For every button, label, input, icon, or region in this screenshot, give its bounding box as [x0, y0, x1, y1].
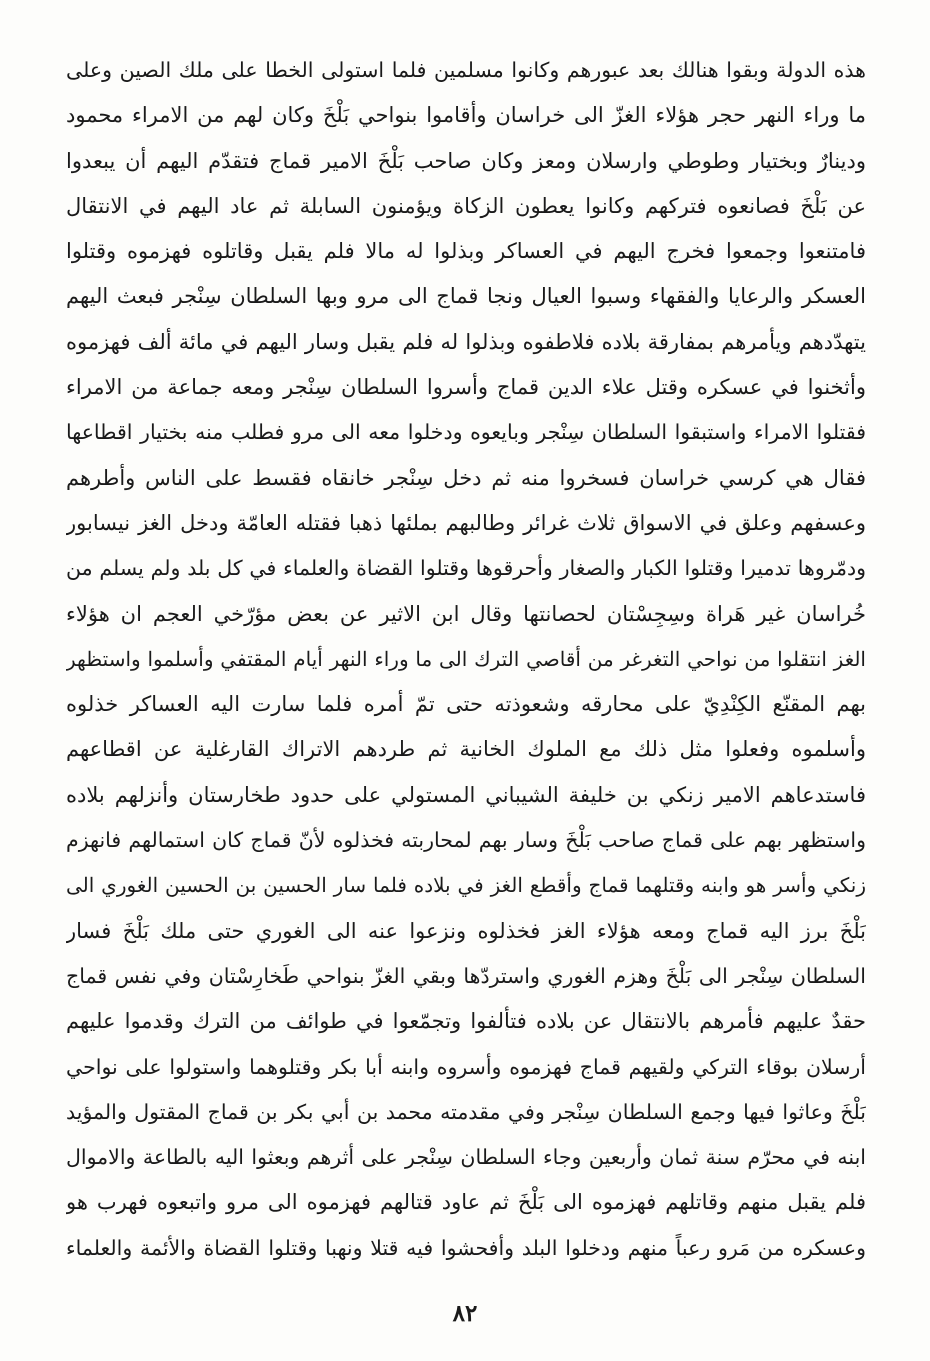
text-line: فاستدعاهم الامير زنكي بن خليفة الشيباني المستولي على حدود طخارستان وأنزلهم بلاده	[66, 782, 866, 807]
text-line: ابنه في محرّم سنة ثمان وأربعين وجاء السلطان سِنْجر على أثرهم وبعثوا اليه بالطاعة والاموال	[66, 1145, 866, 1170]
text-line: فلم يقبل منهم وقاتلهم فهزموه الى بَلْخَ ثم عاود قتالهم فهزموه الى مرو واتبعوه فهرب هو	[66, 1190, 866, 1215]
text-line: ودينارٌ وبختيار وطوطي وارسلان ومعز وكان صاحب بَلْخَ الامير قماج فتقدّم اليهم أن يبعدوا	[66, 148, 866, 173]
text-line: ودمّروها تدميرا وقتلوا الكبار والصغار وأحرقوها وقتلوا القضاة والعلماء في كل بلد ولم يسلم من	[66, 556, 866, 581]
text-line: واستظهر بهم على قماج صاحب بَلْخَ وسار بهم لمحاربته فخذلوه لأنّ قماج كان استمالهم فانهزم	[66, 828, 866, 853]
text-line: فامتنعوا وجمعوا فخرج اليهم في العساكر وبذلوا له مالا فلم يقبل وقاتلوه فهزموه وقتلوا	[66, 239, 866, 264]
text-line: بَلْخَ وعاثوا فيها وجمع السلطان سِنْجر وفي مقدمته محمد بن أبي بكر بن قماج المقتول والمؤيد	[66, 1099, 866, 1124]
text-line: بهم المقنّع الكِنْدِيّ على محارقه وشعوذته حتى تمّ أمره فلما سارت اليه العساكر خذلوه	[66, 692, 866, 717]
text-line: يتهدّدهم ويأمرهم بمفارقة بلاده فلاطفوه وبذلوا له فلم يقبل وسار اليهم في مائة ألف فهزموه	[66, 329, 866, 354]
text-line: وعسكره من مَرو رعباً منهم ودخلوا البلد وأفحشوا فيه قتلا ونهبا وقتلوا القضاة والأئمة والعلماء	[66, 1235, 866, 1260]
page-number: ٨٢	[452, 1300, 478, 1327]
text-line: وأسلموه وفعلوا مثل ذلك مع الملوك الخانية ثم طردهم الاتراك القارغلية عن اقطاعهم	[66, 737, 866, 762]
text-line: وعسفهم وعلق في الاسواق ثلاث غرائر وطالبهم بملئها ذهبا فقتله العامّة ودخل الغز نيسابور	[66, 510, 866, 535]
text-line: زنكي وأسر هو وابنه وقتلهما قماج وأقطع الغز في بلاده فلما سار الحسين بن الحسين الغوري الى	[66, 873, 866, 898]
text-line: الغز انتقلوا من نواحي التغرغر من أقاصي الترك الى ما وراء النهر أيام المقتفي وأسلموا واستظهر	[66, 646, 866, 671]
text-line: هذه الدولة وبقوا هنالك بعد عبورهم وكانوا مسلمين فلما استولى الخطا على ملك الصين وعلى	[66, 58, 866, 82]
text-line: فقتلوا الامراء واستبقوا السلطان سِنْجر وبايعوه ودخلوا معه الى مرو فطلب منه بختيار اقطاعها	[66, 420, 866, 445]
text-line: عن بَلْخَ فصانعوه فتركهم وكانوا يعطون الزكاة ويؤمنون السابلة ثم عاد اليهم في الانتقال	[66, 193, 866, 218]
body-text	[66, 48, 866, 1271]
text-line: السلطان سِنْجر الى بَلْخَ وهزم الغوري واستردّها وبقي الغزّ بنواحي طَخارِسْتان وفي نفس قماج	[66, 963, 866, 988]
text-line: فقال هي كرسي خراسان فسخروا منه ثم دخل سِنْجر خانقاه فقسط على الناس وأطرهم	[66, 465, 866, 490]
text-line: حقدٌ عليهم فأمرهم بالانتقال عن بلاده فتألفوا وتجمّعوا في طوائف من الترك وقدموا عليهم	[66, 1009, 866, 1034]
text-line: خُراسان غير هَراة وسِجِسْتان لحصانتها وقال ابن الاثير عن بعض مؤرّخي العجم ان هؤلاء	[66, 601, 866, 626]
text-line: العسكر والرعايا والفقهاء وسبوا العيال ونجا قماج الى مرو وبها السلطان سِنْجر فبعث اليهم	[66, 284, 866, 309]
text-line: أرسلان بوقاء التركي ولقيهم قماج فهزموه وأسروه وابنه أبا بكر وقتلوهما واستولوا على نواحي	[66, 1054, 866, 1079]
text-line: وأثخنوا في عسكره وقتل علاء الدين قماج وأسروا السلطان سِنْجر ومعه جماعة من الامراء	[66, 375, 866, 400]
text-line: بَلْخَ برز اليه قماج ومعه هؤلاء الغز فخذلوه ونزعوا عنه الى الغوري حتى ملك بَلْخَ فسار	[66, 918, 866, 943]
text-line: ما وراء النهر حجر هؤلاء الغزّ الى خراسان وأقاموا بنواحي بَلْخَ وكان لهم من الامراء محمود	[66, 103, 866, 128]
